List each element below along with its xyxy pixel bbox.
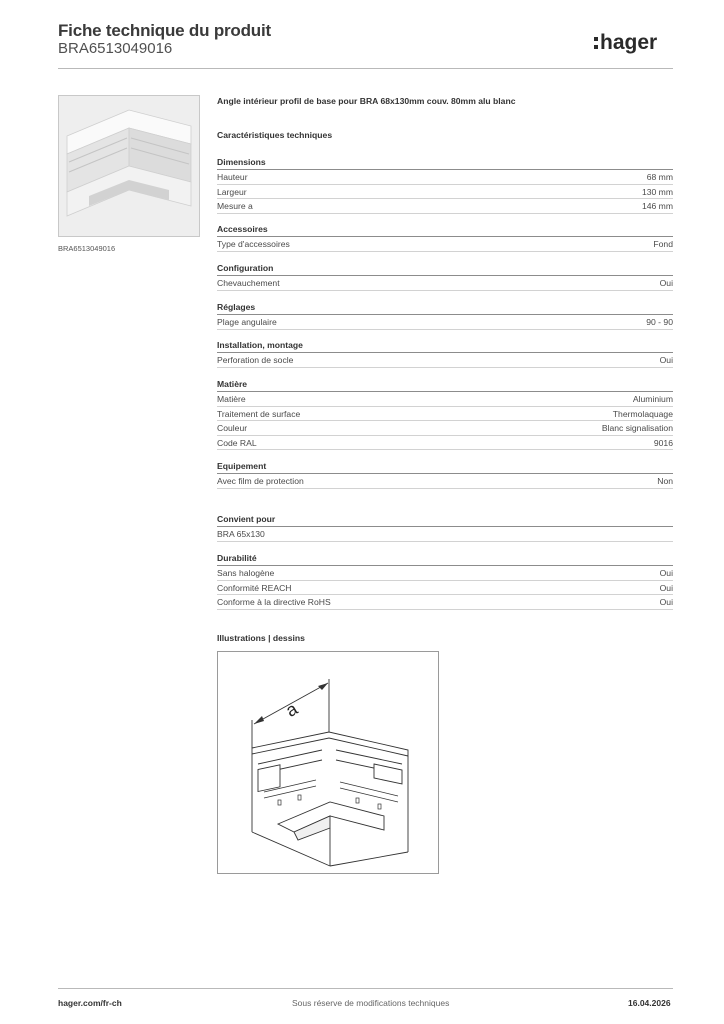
footer-disclaimer: Sous réserve de modifications techniques bbox=[292, 998, 450, 1008]
spec-row bbox=[217, 436, 673, 451]
illustrations-heading: Illustrations | dessins bbox=[217, 633, 305, 643]
group-installation bbox=[217, 338, 673, 368]
spec-value: 130 mm bbox=[641, 186, 673, 197]
group-title: Réglages bbox=[217, 300, 673, 315]
header-divider bbox=[58, 68, 673, 69]
spec-row bbox=[217, 421, 673, 436]
spec-row bbox=[217, 595, 673, 610]
spec-row bbox=[217, 566, 673, 581]
characteristics-heading: Caractéristiques techniques bbox=[217, 130, 333, 140]
spec-label: Code RAL bbox=[217, 437, 257, 448]
spec-value: Aluminium bbox=[632, 394, 673, 404]
spec-label: Conformité REACH bbox=[217, 582, 292, 593]
spec-value: Non bbox=[657, 476, 673, 486]
spec-row bbox=[217, 407, 673, 422]
group-title: Dimensions bbox=[217, 155, 673, 170]
product-photo bbox=[58, 95, 200, 237]
spec-label: Conforme à la directive RoHS bbox=[217, 597, 331, 607]
spec-value: 90 - 90 bbox=[646, 317, 673, 327]
group-title: Configuration bbox=[217, 261, 673, 276]
spec-row bbox=[217, 185, 673, 200]
spec-label: Sans halogène bbox=[217, 568, 275, 578]
group-durabilite bbox=[217, 551, 673, 610]
spec-label: Matière bbox=[217, 394, 246, 404]
group-dimensions bbox=[217, 155, 673, 214]
spec-value: Fond bbox=[653, 239, 673, 249]
footer-divider bbox=[58, 988, 673, 989]
spec-value: Oui bbox=[659, 582, 673, 593]
spec-row bbox=[217, 199, 673, 214]
spec-value: Oui bbox=[659, 355, 673, 365]
footer-website-link[interactable]: hager.com/fr-ch bbox=[58, 998, 122, 1008]
group-title: Durabilité bbox=[217, 551, 673, 566]
spec-row bbox=[217, 474, 673, 489]
product-reference: BRA6513049016 bbox=[58, 40, 173, 57]
spec-value: 9016 bbox=[653, 437, 673, 448]
spec-label: Plage angulaire bbox=[217, 317, 277, 327]
group-equipement bbox=[217, 459, 673, 489]
group-title: Matière bbox=[217, 377, 673, 392]
technical-drawing bbox=[217, 651, 439, 874]
spec-row bbox=[217, 237, 673, 252]
hager-logo bbox=[594, 28, 674, 56]
spec-label: Traitement de surface bbox=[217, 408, 301, 419]
spec-row bbox=[217, 392, 673, 407]
group-title: Equipement bbox=[217, 459, 673, 474]
svg-text:hager: hager bbox=[600, 31, 658, 54]
group-title: Accessoires bbox=[217, 222, 673, 237]
footer-date: 16.04.2026 bbox=[628, 998, 671, 1008]
group-configuration bbox=[217, 261, 673, 291]
spec-value: Oui bbox=[659, 278, 673, 288]
document-title: Fiche technique du produit bbox=[58, 21, 271, 40]
photo-caption: BRA6513049016 bbox=[58, 244, 116, 253]
spec-row bbox=[217, 527, 673, 542]
group-convient-pour bbox=[217, 512, 673, 542]
spec-value: 146 mm bbox=[641, 201, 673, 211]
group-accessoires bbox=[217, 222, 673, 252]
spec-value: Blanc signalisation bbox=[601, 423, 673, 433]
spec-row bbox=[217, 353, 673, 368]
spec-label: Type d'accessoires bbox=[217, 239, 290, 249]
spec-value: Oui bbox=[659, 597, 673, 607]
spec-label: Perforation de socle bbox=[217, 355, 294, 365]
product-title: Angle intérieur profil de base pour BRA 68x130mm couv. 80mm alu blanc bbox=[217, 96, 516, 106]
spec-row bbox=[217, 276, 673, 291]
group-title: Convient pour bbox=[217, 512, 673, 527]
group-matiere bbox=[217, 377, 673, 450]
group-title: Installation, montage bbox=[217, 338, 673, 353]
spec-value: 68 mm bbox=[646, 172, 673, 182]
spec-label: Mesure a bbox=[217, 201, 253, 211]
dimension-label: a bbox=[282, 698, 301, 721]
spec-value: Thermolaquage bbox=[612, 408, 673, 419]
spec-label: Hauteur bbox=[217, 172, 248, 182]
spec-row bbox=[217, 315, 673, 330]
group-reglages bbox=[217, 300, 673, 330]
spec-label: BRA 65x130 bbox=[217, 529, 265, 539]
spec-value: Oui bbox=[659, 568, 673, 578]
spec-label: Chevauchement bbox=[217, 278, 280, 288]
spec-label: Couleur bbox=[217, 423, 248, 433]
spec-row bbox=[217, 170, 673, 185]
spec-label: Avec film de protection bbox=[217, 476, 304, 486]
spec-label: Largeur bbox=[217, 186, 247, 197]
spec-row bbox=[217, 581, 673, 596]
